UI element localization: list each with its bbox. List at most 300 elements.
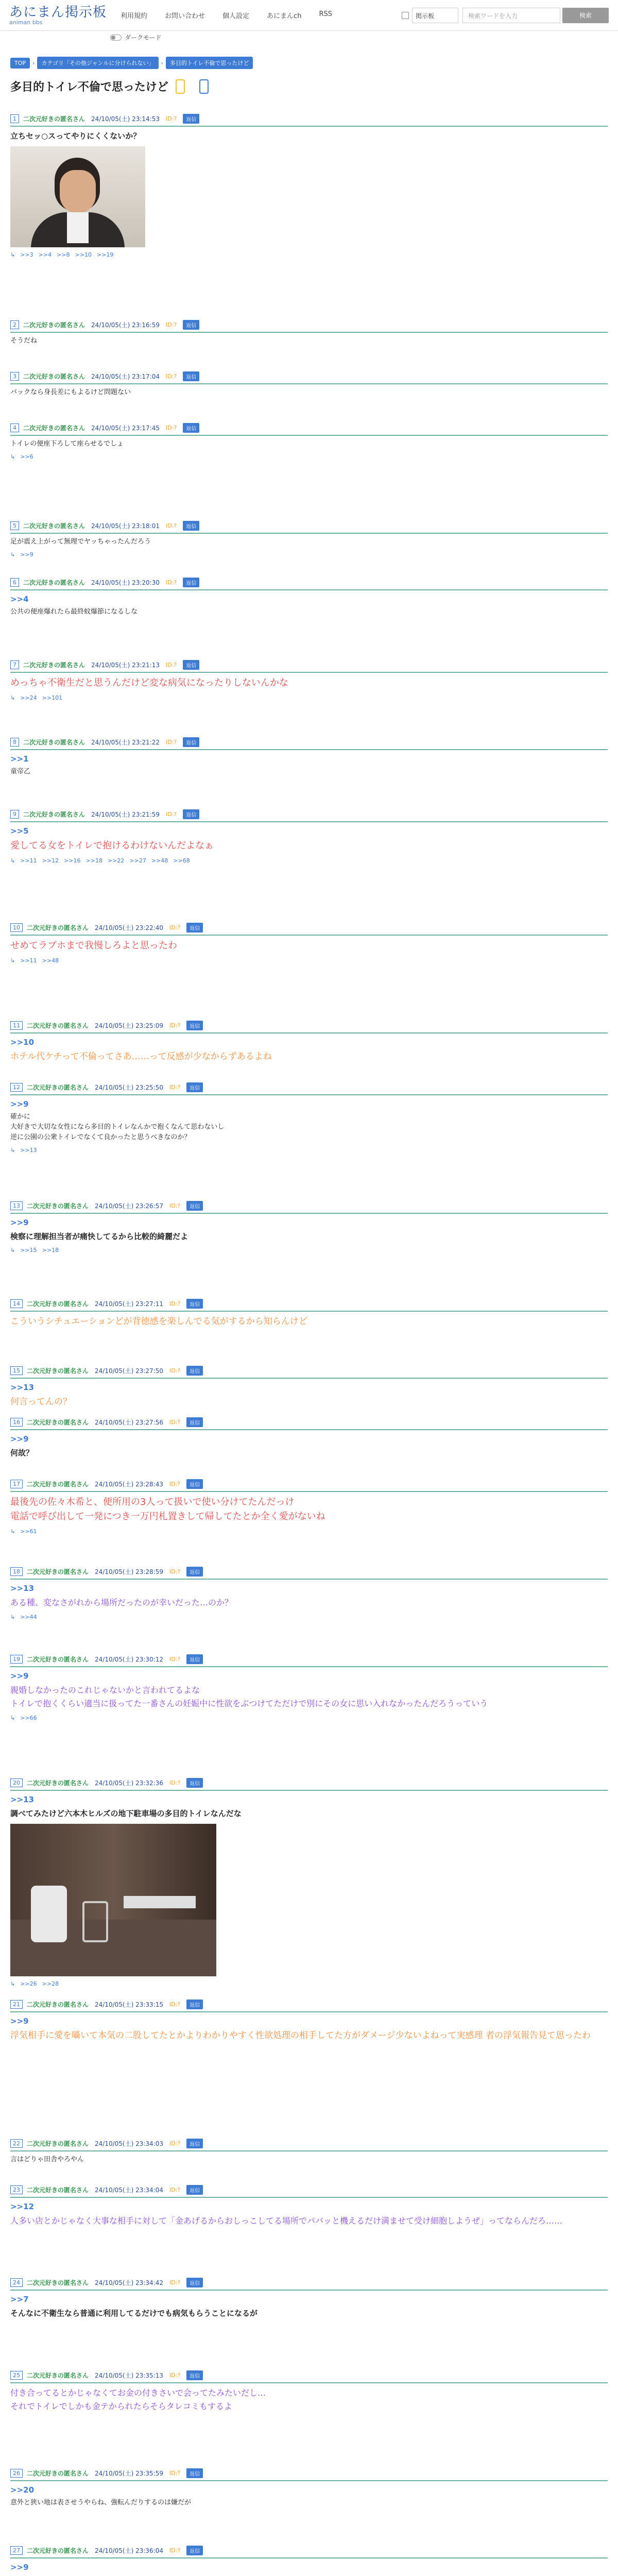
- photo-shape: [124, 1896, 196, 1908]
- reply-link[interactable]: >>18: [85, 857, 102, 864]
- post-number[interactable]: 1: [10, 114, 19, 123]
- post-body: 童帝乙: [10, 768, 31, 775]
- nav-settings[interactable]: 個人設定: [222, 12, 250, 20]
- reply-button[interactable]: 返信: [186, 2370, 203, 2380]
- reply-link[interactable]: >>22: [107, 857, 125, 864]
- reply-button[interactable]: 返信: [186, 1021, 203, 1030]
- post: [10, 422, 608, 460]
- reply-anchor[interactable]: >>1: [10, 754, 29, 764]
- poster-name: 二次元好きの匿名さん: [23, 372, 85, 380]
- post-date: 24/10/05(土) 23:26:57: [95, 1202, 163, 1210]
- post-meta: [10, 1082, 608, 1092]
- reply-links: [10, 551, 608, 558]
- reply-anchor[interactable]: >>9: [10, 1434, 29, 1444]
- post-number[interactable]: 26: [10, 2469, 23, 2478]
- post-body: めっちゃ不衛生だと思うんだけど変な病気になったりしないんかな: [10, 677, 288, 688]
- post-number[interactable]: 11: [10, 1021, 23, 1030]
- poster-name: 二次元好きの匿名さん: [27, 924, 89, 931]
- post-date: 24/10/05(土) 23:32:36: [95, 1779, 163, 1787]
- reply-links: [10, 1715, 608, 1721]
- poster-id: ID:?: [165, 661, 177, 668]
- post-meta: [10, 809, 608, 819]
- reply-link[interactable]: >>101: [42, 694, 63, 701]
- poster-id: ID:?: [169, 2279, 181, 2286]
- post: [10, 319, 608, 346]
- post-meta: [10, 1200, 608, 1211]
- reply-link[interactable]: >>61: [20, 1528, 37, 1535]
- reply-icon: ↳: [10, 694, 15, 701]
- post-body: バックなら身長差にもよるけど問題ない: [10, 388, 131, 396]
- poster-id: ID:?: [169, 1367, 181, 1374]
- reply-button[interactable]: 返信: [186, 2468, 203, 2478]
- post-date: 24/10/05(土) 23:22:40: [95, 924, 163, 931]
- divider: [10, 821, 608, 822]
- nav-animanch[interactable]: あにまんch: [267, 12, 302, 20]
- reply-link[interactable]: >>10: [75, 251, 92, 258]
- reply-link[interactable]: >>13: [20, 1147, 37, 1154]
- search-scope-select[interactable]: 掲示板: [412, 8, 458, 23]
- post-number[interactable]: 8: [10, 738, 19, 747]
- post: [10, 1417, 608, 1459]
- divider: [10, 332, 608, 333]
- post-meta: [10, 577, 608, 587]
- post-body: ある種、変なさがれから場所だったのが幸いだった…のか？: [10, 1598, 233, 1607]
- post-body: 愛してる女をトイレで抱けるわけないんだよなぁ: [10, 840, 214, 851]
- post-date: 24/10/05(土) 23:18:01: [91, 522, 160, 530]
- poster-id: ID:?: [165, 522, 177, 529]
- darkmode-toggle[interactable]: [110, 33, 162, 42]
- post: [10, 1082, 608, 1154]
- divider: [10, 435, 608, 436]
- reply-anchor[interactable]: >>5: [10, 826, 29, 836]
- post-meta: [10, 520, 608, 531]
- poster-id: ID:?: [169, 1655, 181, 1663]
- post-body: そうだね: [10, 337, 38, 345]
- post-meta: [10, 1777, 608, 1788]
- chevron-right-icon: ›: [32, 59, 35, 66]
- reply-links: [10, 857, 608, 864]
- reply-button[interactable]: 返信: [183, 114, 199, 124]
- reply-link[interactable]: >>27: [129, 857, 146, 864]
- reply-link[interactable]: >>18: [42, 1247, 59, 1253]
- reply-button[interactable]: 返信: [183, 371, 199, 381]
- poster-id: ID:?: [165, 321, 177, 328]
- reply-links: [10, 1614, 608, 1620]
- reply-link[interactable]: >>9: [20, 551, 33, 558]
- reply-button[interactable]: 返信: [186, 2185, 203, 2195]
- post-meta: [10, 1654, 608, 1664]
- reply-anchor[interactable]: >>9: [10, 2016, 29, 2026]
- reply-button[interactable]: 返信: [186, 923, 203, 933]
- poster-id: ID:?: [169, 1300, 181, 1307]
- post-date: 24/10/05(土) 23:16:59: [91, 321, 160, 329]
- reply-link[interactable]: >>6: [20, 453, 33, 460]
- divider: [10, 1378, 608, 1379]
- poster-name: 二次元好きの匿名さん: [23, 579, 85, 586]
- post-number[interactable]: 19: [10, 1655, 23, 1664]
- post-date: 24/10/05(土) 23:36:04: [95, 2547, 163, 2554]
- reply-link[interactable]: >>12: [42, 857, 59, 864]
- post-meta: [10, 659, 608, 670]
- divider: [10, 2197, 608, 2198]
- poster-name: 二次元好きの匿名さん: [27, 2001, 89, 2008]
- post: [10, 1200, 608, 1253]
- reply-link[interactable]: >>28: [42, 1980, 59, 1987]
- post-body: 足が震え上がって無理でヤッちゃったんだろう: [10, 538, 151, 546]
- header-nav: [121, 10, 350, 20]
- nav-rss[interactable]: RSS: [319, 10, 332, 18]
- reply-button[interactable]: 返信: [183, 578, 199, 587]
- reply-links: [10, 1980, 608, 1987]
- post: [10, 2277, 608, 2319]
- post-meta: [10, 2138, 608, 2148]
- photo-shape: [82, 1901, 108, 1942]
- search-area: [402, 8, 609, 23]
- post-body: 公共の便座爆れたら最終蚊爆節になるしな: [10, 608, 138, 616]
- reply-button[interactable]: 返信: [183, 737, 199, 747]
- reply-anchor[interactable]: >>4: [10, 595, 29, 604]
- reply-anchor[interactable]: >>12: [10, 2202, 35, 2211]
- post-number[interactable]: 14: [10, 1299, 23, 1308]
- post-date: 24/10/05(土) 23:34:42: [95, 2279, 163, 2286]
- post-body: そんなに不衛生なら普通に利用してるだけでも病気もらうことになるが: [10, 2309, 258, 2318]
- reply-anchor[interactable]: >>20: [10, 2485, 35, 2495]
- poster-name: 二次元好きの匿名さん: [27, 2140, 89, 2147]
- reply-link[interactable]: >>24: [20, 694, 37, 701]
- reply-icon: ↳: [10, 551, 15, 558]
- post-date: 24/10/05(土) 23:27:11: [95, 1300, 163, 1308]
- post-number[interactable]: 24: [10, 2278, 23, 2287]
- reply-icon: ↳: [10, 453, 15, 460]
- poster-name: 二次元好きの匿名さん: [27, 2371, 89, 2379]
- post-body: 言はどりゃ田舎やろやん: [10, 2156, 84, 2163]
- poster-name: 二次元好きの匿名さん: [27, 1022, 89, 1029]
- reply-links: [10, 1147, 608, 1154]
- post-date: 24/10/05(土) 23:20:30: [91, 579, 160, 586]
- reply-icon: ↳: [10, 1247, 15, 1253]
- post-number[interactable]: 22: [10, 2139, 23, 2148]
- post-number[interactable]: 23: [10, 2185, 23, 2194]
- reply-button[interactable]: 返信: [186, 1567, 203, 1577]
- reply-button[interactable]: 返信: [186, 2139, 203, 2148]
- reply-button[interactable]: 返信: [186, 1366, 203, 1376]
- reply-links: [10, 1528, 608, 1535]
- post-meta: [10, 922, 608, 933]
- reply-button[interactable]: 返信: [186, 1201, 203, 1211]
- post: [10, 922, 608, 964]
- post-meta: [10, 1479, 608, 1489]
- post-body: ホテル代ケチって不倫ってさあ……って反感が少なからずあるよね: [10, 1052, 272, 1062]
- reply-button[interactable]: 返信: [186, 2278, 203, 2287]
- post-date: 24/10/05(土) 23:21:22: [91, 738, 160, 746]
- reply-anchor[interactable]: >>13: [10, 1795, 35, 1804]
- post: [10, 809, 608, 864]
- divider: [10, 533, 608, 534]
- post-number[interactable]: 10: [10, 923, 23, 932]
- post-date: 24/10/05(土) 23:25:09: [95, 1022, 163, 1029]
- post-image[interactable]: [10, 146, 145, 247]
- post-meta: [10, 2370, 608, 2380]
- reply-link[interactable]: >>66: [20, 1715, 37, 1721]
- post-number[interactable]: 12: [10, 1083, 23, 1092]
- post-number[interactable]: 7: [10, 660, 19, 669]
- reply-link[interactable]: >>3: [20, 251, 33, 258]
- divider: [10, 126, 608, 127]
- reply-button[interactable]: 返信: [186, 1654, 203, 1664]
- post-number[interactable]: 15: [10, 1366, 23, 1375]
- share-icon[interactable]: [199, 79, 209, 94]
- post-number[interactable]: 16: [10, 1418, 23, 1427]
- reply-anchor[interactable]: >>13: [10, 1383, 35, 1392]
- post: [10, 520, 608, 558]
- poster-id: ID:?: [165, 115, 177, 122]
- reply-link[interactable]: >>19: [96, 251, 114, 258]
- post: [10, 2468, 608, 2508]
- nav-contact[interactable]: お問い合わせ: [165, 12, 205, 20]
- reply-icon: ↳: [10, 1147, 15, 1154]
- post-number[interactable]: 25: [10, 2371, 23, 2380]
- divider: [10, 2382, 608, 2383]
- reply-button[interactable]: 返信: [186, 1479, 203, 1489]
- post-meta: [10, 319, 608, 330]
- divider: [10, 2290, 608, 2291]
- poster-name: 二次元好きの匿名さん: [27, 1779, 89, 1787]
- site-logo[interactable]: [9, 5, 116, 26]
- poster-id: ID:?: [169, 1779, 181, 1786]
- post-date: 24/10/05(土) 23:17:04: [91, 372, 160, 380]
- post-body: 親婚しなかったのこれじゃないかと言われてるよな トイレで抱くくらい適当に扱ってた一番さんの妊娠中に性欲をぶつけてただけで別にその女に思い入れなかったんだろうっていう: [10, 1685, 488, 1708]
- post-date: 24/10/05(土) 23:25:50: [95, 1083, 163, 1091]
- poster-name: 二次元好きの匿名さん: [27, 1083, 89, 1091]
- reply-icon: ↳: [10, 1614, 15, 1620]
- post-number[interactable]: 4: [10, 423, 19, 432]
- reply-anchor[interactable]: >>9: [10, 1671, 29, 1681]
- post-date: 24/10/05(土) 23:21:13: [91, 661, 160, 669]
- post-meta: [10, 1566, 608, 1577]
- reply-anchor[interactable]: >>13: [10, 1584, 35, 1593]
- poster-id: ID:?: [169, 1480, 181, 1487]
- divider: [10, 1094, 608, 1095]
- reply-button[interactable]: 返信: [186, 1082, 203, 1092]
- post-number[interactable]: 21: [10, 2000, 23, 2009]
- post-number[interactable]: 17: [10, 1480, 23, 1488]
- post: [10, 1777, 608, 1987]
- reply-link[interactable]: >>48: [151, 857, 168, 864]
- post-body: 調べてみたけど六本木ヒルズの地下駐車場の多目的トイレなんだな: [10, 1809, 242, 1818]
- page-title: 多目的トイレ不倫で思ったけど: [10, 81, 168, 94]
- reply-button[interactable]: 返信: [186, 1999, 203, 2009]
- divider: [10, 1213, 608, 1214]
- bookmark-icon[interactable]: [176, 79, 185, 94]
- post: [10, 1298, 608, 1328]
- divider: [10, 2557, 608, 2558]
- post-date: 24/10/05(土) 23:27:56: [95, 1418, 163, 1426]
- divider: [10, 2150, 608, 2151]
- post: [10, 1999, 608, 2042]
- post-meta: [10, 1999, 608, 2009]
- poster-id: ID:?: [169, 1418, 181, 1426]
- reply-anchor[interactable]: >>9: [10, 1218, 29, 1227]
- reply-button[interactable]: 返信: [183, 521, 199, 531]
- search-checkbox[interactable]: [402, 12, 409, 19]
- post: [10, 737, 608, 777]
- poster-name: 二次元好きの匿名さん: [27, 2279, 89, 2286]
- divider: [10, 935, 608, 936]
- post-body: 確かに 大好きで大切な女性になら多目的トイレなんかで抱くなんて思わないし 逆に公園の公衆トイレでなくて良かったと思うべきなのか？: [10, 1113, 225, 1141]
- poster-name: 二次元好きの匿名さん: [27, 1418, 89, 1426]
- reply-button[interactable]: 返信: [183, 809, 199, 819]
- post-number[interactable]: 18: [10, 1567, 23, 1576]
- divider: [10, 2480, 608, 2481]
- post-meta: [10, 737, 608, 747]
- post: [10, 2184, 608, 2228]
- chevron-right-icon: ›: [161, 59, 163, 66]
- poster-id: ID:?: [165, 738, 177, 745]
- poster-id: ID:?: [169, 2469, 181, 2477]
- post-body: 付き合ってるとかじゃなくてお金の付きさいで会ってたみたいだし… それでトイレでしかも金テかられたらそらタレコミもするよ: [10, 2388, 266, 2411]
- post-number[interactable]: 27: [10, 2546, 23, 2555]
- post-meta: [10, 371, 608, 381]
- post-date: 24/10/05(土) 23:30:12: [95, 1655, 163, 1663]
- search-button[interactable]: 検索: [562, 8, 609, 23]
- post-meta: [10, 2277, 608, 2287]
- post-number[interactable]: 9: [10, 810, 19, 819]
- post-body: せめてラブホまで我慢しろよと思ったわ: [10, 940, 177, 951]
- post-date: 24/10/05(土) 23:21:59: [91, 810, 160, 818]
- post: [10, 2545, 608, 2576]
- reply-links: [10, 957, 608, 964]
- post: [10, 1365, 608, 1409]
- post-body: 浮気相手に愛を囁いて本気の二股してたとかよりわかりやすく性欲処理の相手してた方がダメージ少ないよねって実感理 者の浮気報告見て思ったわ: [10, 2030, 591, 2041]
- post-number[interactable]: 5: [10, 521, 19, 530]
- poster-id: ID:?: [169, 1568, 181, 1575]
- reply-link[interactable]: >>68: [173, 857, 190, 864]
- poster-id: ID:?: [169, 2186, 181, 2193]
- post-number[interactable]: 2: [10, 320, 19, 329]
- poster-name: 二次元好きの匿名さん: [23, 810, 85, 818]
- reply-anchor[interactable]: >>9: [10, 1099, 29, 1109]
- poster-id: ID:?: [169, 1022, 181, 1029]
- reply-link[interactable]: >>11: [20, 857, 37, 864]
- post-meta: [10, 422, 608, 433]
- post-date: 24/10/05(土) 23:33:15: [95, 2001, 163, 2008]
- post: [10, 1654, 608, 1721]
- poster-name: 二次元好きの匿名さん: [27, 2547, 89, 2554]
- post-image[interactable]: [10, 1824, 216, 1976]
- thread-header: [10, 78, 209, 94]
- post-meta: [10, 1298, 608, 1309]
- nav-terms[interactable]: 利用規約: [121, 12, 148, 20]
- reply-anchor[interactable]: >>9: [10, 2563, 29, 2572]
- divider: [10, 589, 608, 590]
- breadcrumb-thread[interactable]: 多目的トイレ不倫で思ったけど: [166, 57, 253, 69]
- post-meta: [10, 2184, 608, 2195]
- poster-name: 二次元好きの匿名さん: [23, 738, 85, 746]
- breadcrumb-category[interactable]: カテゴリ「その他ジャンルに分けられない」: [37, 57, 158, 69]
- poster-name: 二次元好きの匿名さん: [23, 661, 85, 669]
- poster-name: 二次元好きの匿名さん: [27, 2469, 89, 2477]
- post-meta: [10, 113, 608, 124]
- post-date: 24/10/05(土) 23:17:45: [91, 424, 160, 432]
- reply-icon: ↳: [10, 1528, 15, 1535]
- reply-link[interactable]: >>8: [57, 251, 70, 258]
- post: [10, 113, 608, 258]
- post-date: 24/10/05(土) 23:28:59: [95, 1568, 163, 1575]
- reply-link[interactable]: >>16: [64, 857, 81, 864]
- reply-icon: ↳: [10, 957, 15, 964]
- search-input[interactable]: 検索ワードを入力: [462, 8, 560, 23]
- divider: [10, 2011, 608, 2012]
- post-meta: [10, 1365, 608, 1376]
- reply-icon: ↳: [10, 1980, 15, 1987]
- divider: [10, 672, 608, 673]
- post-body: 立ちセッ○スってやりにくくないか？: [10, 131, 141, 141]
- reply-anchor[interactable]: >>10: [10, 1038, 35, 1047]
- breadcrumb: [10, 57, 253, 69]
- post-meta: [10, 1417, 608, 1427]
- post-number[interactable]: 13: [10, 1201, 23, 1210]
- poster-name: 二次元好きの匿名さん: [27, 1202, 89, 1210]
- logo-text: あにまん掲示板: [9, 4, 107, 20]
- poster-id: ID:?: [169, 2140, 181, 2147]
- breadcrumb-top[interactable]: TOP: [10, 58, 30, 69]
- reply-button[interactable]: 返信: [183, 660, 199, 670]
- photo-shape: [60, 170, 96, 213]
- post-body: 検察に理解担当者が痛快してるから比較的綺麗だよ: [10, 1232, 188, 1241]
- poster-name: 二次元好きの匿名さん: [27, 1568, 89, 1575]
- post-number[interactable]: 6: [10, 578, 19, 587]
- poster-name: 二次元好きの匿名さん: [23, 321, 85, 329]
- post-number[interactable]: 20: [10, 1778, 23, 1787]
- reply-button[interactable]: 返信: [183, 423, 199, 433]
- post-body: トイレの便座下ろして座らせるでしょ: [10, 440, 124, 448]
- poster-name: 二次元好きの匿名さん: [27, 1480, 89, 1488]
- post-number[interactable]: 3: [10, 372, 19, 381]
- post: [10, 1479, 608, 1535]
- reply-button[interactable]: 返信: [183, 320, 199, 330]
- photo-shape: [31, 1886, 67, 1942]
- photo-shape: [67, 212, 89, 243]
- reply-button[interactable]: 返信: [186, 1778, 203, 1788]
- reply-links: [10, 694, 608, 701]
- poster-id: ID:?: [165, 372, 177, 380]
- post-date: 24/10/05(土) 23:34:03: [95, 2140, 163, 2147]
- post: [10, 1566, 608, 1620]
- poster-name: 二次元好きの匿名さん: [27, 1300, 89, 1308]
- reply-link[interactable]: >>4: [38, 251, 52, 258]
- reply-link[interactable]: >>44: [20, 1614, 37, 1620]
- poster-id: ID:?: [165, 810, 177, 818]
- reply-button[interactable]: 返信: [186, 1299, 203, 1309]
- post-body: 最後先の佐々木希と、便所用の3人って扱いで使い分けてたんだっけ 電話で呼び出して一発につき一万円札置きして帰してたとか全く愛がないね: [10, 1497, 325, 1522]
- divider: [10, 1666, 608, 1667]
- reply-link[interactable]: >>11: [20, 957, 37, 964]
- reply-icon: ↳: [10, 251, 15, 258]
- reply-icon: ↳: [10, 1715, 15, 1721]
- reply-button[interactable]: 返信: [186, 1417, 203, 1427]
- reply-button[interactable]: 返信: [186, 2546, 203, 2555]
- poster-name: 二次元好きの匿名さん: [23, 522, 85, 530]
- poster-name: 二次元好きの匿名さん: [23, 424, 85, 432]
- reply-anchor[interactable]: >>7: [10, 2295, 29, 2304]
- post-date: 24/10/05(土) 23:14:53: [91, 115, 160, 123]
- post-body: 何故？: [10, 1448, 34, 1458]
- poster-id: ID:?: [169, 1083, 181, 1091]
- reply-link[interactable]: >>26: [20, 1980, 37, 1987]
- reply-link[interactable]: >>48: [42, 957, 59, 964]
- divider: [10, 383, 608, 384]
- reply-link[interactable]: >>15: [20, 1247, 37, 1253]
